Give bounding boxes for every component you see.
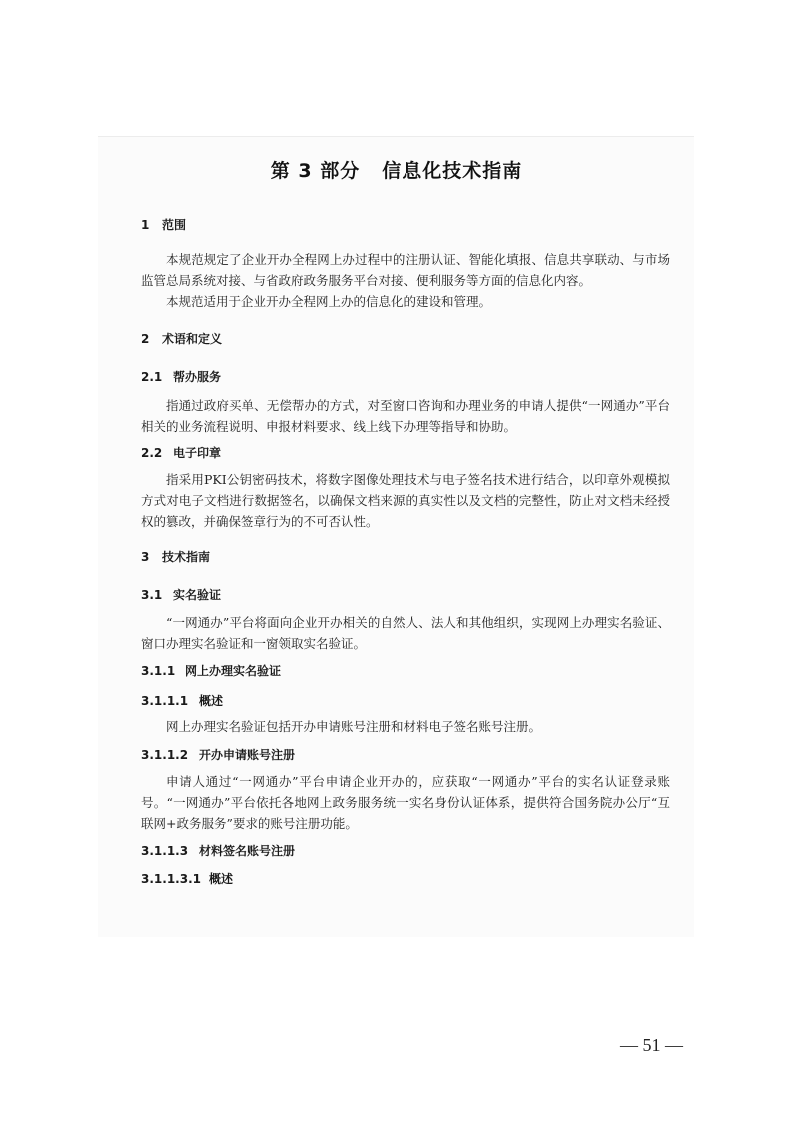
section-number: 3.1.1.3.1 <box>141 872 201 886</box>
section-title: 电子印章 <box>173 446 222 460</box>
section-heading <box>141 692 223 709</box>
paragraph: 网上办理实名验证包括开办申请账号注册和材料电子签名账号注册。 <box>166 719 542 734</box>
section-number: 2.2 <box>141 446 163 460</box>
section-heading <box>141 746 295 763</box>
section-number: 3.1.1.3 <box>141 844 189 858</box>
paragraph: 指通过政府买单、无偿帮办的方式，对至窗口咨询和办理业务的申请人提供“一网通办”平台相关的业务流程说明、申报材料要求、线上线下办理等指导和协助。 <box>141 398 670 434</box>
section-title: 开办申请账号注册 <box>199 748 296 762</box>
section-heading <box>141 330 222 347</box>
paragraph: 本规范适用于企业开办全程网上办的信息化的建设和管理。 <box>166 294 492 309</box>
paragraph: 本规范规定了企业开办全程网上办过程中的注册认证、智能化填报、信息共享联动、与市场监管总局系统对接、与省政府政务服务平台对接、便利服务等方面的信息化内容。 <box>141 252 670 288</box>
section-title: 帮办服务 <box>173 370 222 384</box>
section-title: 网上办理实名验证 <box>185 664 282 678</box>
section-number: 3.1 <box>141 588 163 602</box>
paragraph: 指采用PKI公钥密码技术，将数字图像处理技术与电子签名技术进行结合，以印章外观模拟方式对电子文档进行数据签名，以确保文档来源的真实性以及文档的完整性，防止对文档未经授权的篡改，并确保签章行为的不可否认性。 <box>141 472 670 529</box>
section-title: 概述 <box>209 872 234 886</box>
section-number: 3 <box>141 550 150 564</box>
page-title <box>0 156 793 183</box>
section-number: 1 <box>141 218 150 232</box>
page-title-name: 信息化技术指南 <box>382 160 523 182</box>
section-heading <box>141 548 210 565</box>
section-number: 3.1.1 <box>141 664 176 678</box>
section-heading <box>141 662 281 679</box>
section-heading <box>141 444 221 461</box>
section-title: 术语和定义 <box>162 332 223 346</box>
section-title: 实名验证 <box>173 588 222 602</box>
section-title: 范围 <box>162 218 187 232</box>
page-title-part: 第 3 部分 <box>270 160 361 182</box>
section-heading <box>141 216 186 233</box>
section-title: 概述 <box>199 694 224 708</box>
section-heading <box>141 586 221 603</box>
section-title: 材料签名账号注册 <box>199 844 296 858</box>
section-heading <box>141 842 295 859</box>
paragraph: “一网通办”平台将面向企业开办相关的自然人、法人和其他组织，实现网上办理实名验证、窗口办理实名验证和一窗领取实名验证。 <box>141 615 670 651</box>
paragraph: 申请人通过“一网通办”平台申请企业开办的，应获取“一网通办”平台的实名认证登录账号。“一网通办”平台依托各地网上政务服务统一实名身份认证体系，提供符合国务院办公厅“互联网+政务服务”要求的账号注册功能。 <box>141 774 670 831</box>
section-number: 3.1.1.2 <box>141 748 189 762</box>
section-number: 3.1.1.1 <box>141 694 189 708</box>
section-number: 2.1 <box>141 370 163 384</box>
section-title: 技术指南 <box>162 550 211 564</box>
page-number: — 51 — <box>620 1035 683 1055</box>
section-number: 2 <box>141 332 150 346</box>
section-heading <box>141 368 221 385</box>
section-heading <box>141 870 233 887</box>
